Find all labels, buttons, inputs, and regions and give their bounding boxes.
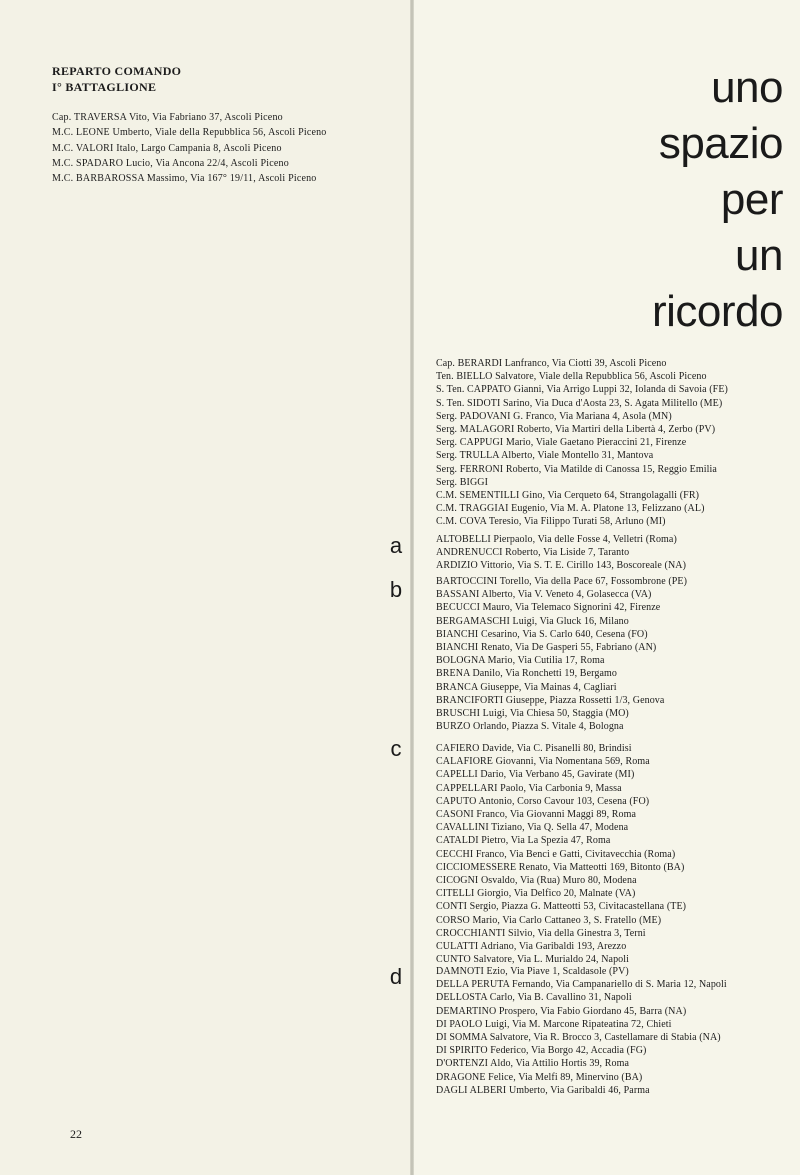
soldier-entry: ALTOBELLI Pierpaolo, Via delle Fosse 4, Velletri (Roma) — [436, 534, 677, 545]
soldier-entry: ANDRENUCCI Roberto, Via Liside 7, Taranto — [436, 547, 630, 559]
soldier-entry: DELLA PERUTA Fernando, Via Campanariello di S. Maria 12, Napoli — [436, 979, 727, 991]
roster-entry: M.C. VALORI Italo, Largo Campania 8, Ascoli Piceno — [52, 142, 282, 154]
soldier-entry: DAMNOTI Ezio, Via Piave 1, Scaldasole (PV) — [436, 966, 629, 977]
soldier-entry: CALAFIORE Giovanni, Via Nomentana 569, Roma — [436, 756, 650, 768]
soldier-entry: CULATTI Adriano, Via Garibaldi 193, Arezzo — [436, 941, 627, 953]
headline-line: spazio — [658, 119, 783, 168]
officer-entry: C.M. TRAGGIAI Eugenio, Via M. A. Platone 13, Felizzano (AL) — [436, 503, 705, 515]
officers-list — [436, 357, 796, 529]
soldier-entry: CATALDI Pietro, Via La Spezia 47, Roma — [436, 835, 611, 847]
officer-entry: Serg. PADOVANI G. Franco, Via Mariana 4, Asola (MN) — [436, 410, 672, 422]
soldier-entry: CUNTO Salvatore, Via L. Murialdo 24, Napoli — [436, 954, 630, 966]
roster-entry: Cap. TRAVERSA Vito, Via Fabriano 37, Ascoli Piceno — [52, 112, 283, 123]
officer-entry: Cap. BERARDI Lanfranco, Via Ciotti 39, Ascoli Piceno — [436, 358, 667, 369]
soldier-entry: CORSO Mario, Via Carlo Cattaneo 3, S. Fratello (ME) — [436, 914, 662, 926]
soldier-entry: CITELLI Giorgio, Via Delfico 20, Malnate (VA) — [436, 888, 636, 900]
group-d-list — [436, 965, 796, 1097]
officer-entry: S. Ten. SIDOTI Sarino, Via Duca d'Aosta 23, S. Agata Militello (ME) — [436, 397, 723, 409]
soldier-entry: CAPPELLARI Paolo, Via Carbonia 9, Massa — [436, 782, 622, 794]
soldier-entry: CASONI Franco, Via Giovanni Maggi 89, Roma — [436, 809, 637, 821]
soldier-entry: CECCHI Franco, Via Benci e Gatti, Civitavecchia (Roma) — [436, 848, 676, 860]
soldier-entry: CAVALLINI Tiziano, Via Q. Sella 47, Modena — [436, 822, 629, 834]
headline-line: per — [720, 175, 783, 224]
soldier-entry: DI SOMMA Salvatore, Via R. Brocco 3, Castellamare di Stabia (NA) — [436, 1032, 721, 1044]
roster-entry: M.C. LEONE Umberto, Viale della Repubblica 56, Ascoli Piceno — [52, 127, 327, 139]
roster-entry: M.C. BARBAROSSA Massimo, Via 167° 19/11, Ascoli Piceno — [52, 173, 317, 185]
headline-line: uno — [711, 63, 783, 112]
group-b-list — [436, 575, 796, 733]
soldier-entry: DI PAOLO Luigi, Via M. Marcone Ripateatina 72, Chieti — [436, 1018, 672, 1030]
soldier-entry: BRANCA Giuseppe, Via Mainas 4, Cagliari — [436, 681, 617, 693]
soldier-entry: BRENA Danilo, Via Ronchetti 19, Bergamo — [436, 668, 617, 680]
soldier-entry: CONTI Sergio, Piazza G. Matteotti 53, Civitacastellana (TE) — [436, 901, 687, 913]
soldier-entry: CAFIERO Davide, Via C. Pisanelli 80, Brindisi — [436, 743, 632, 754]
index-letter-d: d — [389, 964, 403, 989]
soldier-entry: DI SPIRITO Federico, Via Borgo 42, Accadia (FG) — [436, 1045, 647, 1057]
soldier-entry: CROCCHIANTI Silvio, Via della Ginestra 3, Terni — [436, 927, 646, 939]
soldier-entry: ARDIZIO Vittorio, Via S. T. E. Cirillo 143, Boscoreale (NA) — [436, 560, 687, 572]
soldier-entry: BRANCIFORTI Giuseppe, Piazza Rossetti 1/3, Genova — [436, 694, 665, 706]
soldier-entry: CAPELLI Dario, Via Verbano 45, Gavirate (MI) — [436, 769, 635, 781]
index-letter-c: c — [390, 736, 402, 761]
soldier-entry: CAPUTO Antonio, Corso Cavour 103, Cesena (FO) — [436, 795, 650, 807]
officer-entry: Ten. BIELLO Salvatore, Viale della Repubblica 56, Ascoli Piceno — [436, 371, 707, 383]
soldier-entry: BECUCCI Mauro, Via Telemaco Signorini 42, Firenze — [436, 602, 661, 614]
index-letter-a: a — [389, 533, 403, 558]
command-roster — [52, 110, 402, 186]
headline-line: ricordo — [652, 287, 783, 336]
officer-entry: Serg. TRULLA Alberto, Viale Montello 31, Mantova — [436, 450, 654, 462]
page-number: 22 — [70, 1127, 82, 1141]
soldier-entry: BERGAMASCHI Luigi, Via Gluck 16, Milano — [436, 615, 629, 627]
soldier-entry: BARTOCCINI Torello, Via della Pace 67, Fossombrone (PE) — [436, 576, 688, 587]
soldier-entry: BIANCHI Renato, Via De Gasperi 55, Fabriano (AN) — [436, 642, 657, 654]
headline-line: un — [735, 231, 783, 280]
group-a-list — [436, 533, 796, 573]
officer-entry: Serg. BIGGI — [436, 476, 489, 488]
index-letter-b: b — [389, 577, 403, 602]
officer-entry: C.M. COVA Teresio, Via Filippo Turati 58, Arluno (MI) — [436, 516, 666, 528]
soldier-entry: CICOGNI Osvaldo, Via (Rua) Muro 80, Modena — [436, 875, 637, 887]
headline — [483, 60, 783, 340]
roster-entry: M.C. SPADARO Lucio, Via Ancona 22/4, Ascoli Piceno — [52, 157, 289, 169]
soldier-entry: DAGLI ALBERI Umberto, Via Garibaldi 46, Parma — [436, 1084, 650, 1096]
soldier-entry: BOLOGNA Mario, Via Cutilia 17, Roma — [436, 655, 605, 667]
officer-entry: Serg. CAPPUGI Mario, Viale Gaetano Pieraccini 21, Firenze — [436, 437, 687, 449]
soldier-entry: D'ORTENZI Aldo, Via Attilio Hortis 39, Roma — [436, 1058, 630, 1070]
soldier-entry: DRAGONE Felice, Via Melfi 89, Minervino (BA) — [436, 1071, 643, 1083]
soldier-entry: BURZO Orlando, Piazza S. Vitale 4, Bologna — [436, 721, 624, 733]
heading-line-2: I° BATTAGLIONE — [52, 80, 157, 94]
soldier-entry: DELLOSTA Carlo, Via B. Cavallino 31, Napoli — [436, 992, 632, 1004]
section-heading — [52, 63, 181, 95]
group-c-list — [436, 742, 796, 966]
officer-entry: C.M. SEMENTILLI Gino, Via Cerqueto 64, Strangolagalli (FR) — [436, 490, 700, 502]
soldier-entry: BRUSCHI Luigi, Via Chiesa 50, Staggia (MO) — [436, 708, 629, 720]
soldier-entry: CICCIOMESSERE Renato, Via Matteotti 169, Bitonto (BA) — [436, 861, 685, 873]
soldier-entry: BASSANI Alberto, Via V. Veneto 4, Golasecca (VA) — [436, 589, 652, 601]
officer-entry: Serg. FERRONI Roberto, Via Matilde di Canossa 15, Reggio Emilia — [436, 463, 717, 475]
soldier-entry: BIANCHI Cesarino, Via S. Carlo 640, Cesena (FO) — [436, 628, 648, 640]
heading-line-1: REPARTO COMANDO — [52, 64, 182, 78]
officer-entry: S. Ten. CAPPATO Gianni, Via Arrigo Luppi 32, Iolanda di Savoia (FE) — [436, 384, 728, 396]
officer-entry: Serg. MALAGORI Roberto, Via Martiri della Libertà 4, Zerbo (PV) — [436, 424, 716, 436]
soldier-entry: DEMARTINO Prospero, Via Fabio Giordano 45, Barra (NA) — [436, 1005, 687, 1017]
